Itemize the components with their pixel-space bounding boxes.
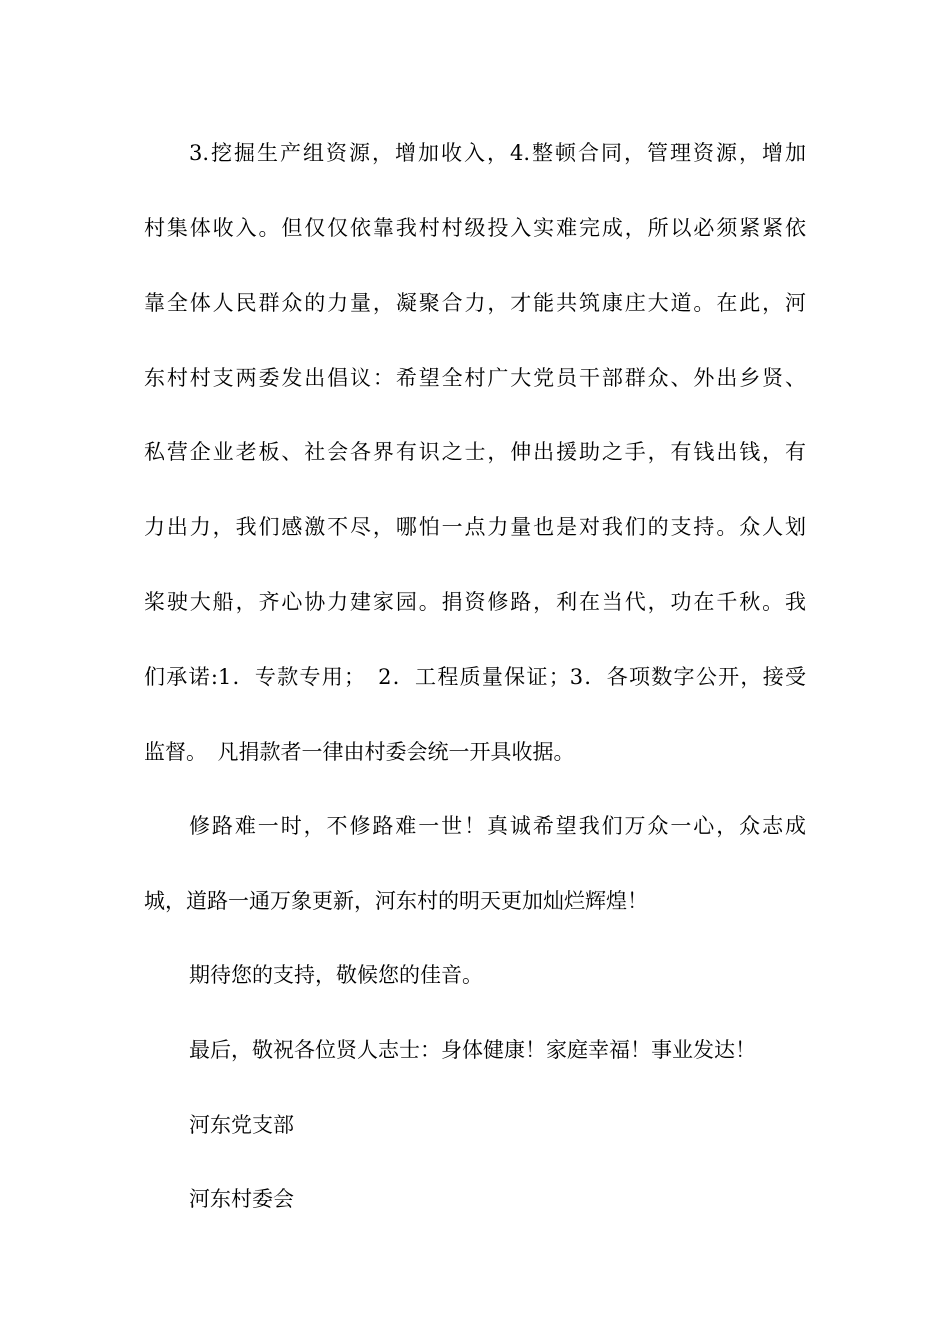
paragraph-line: 修路难一时，不修路难一世！真诚希望我们万众一心，众志成 <box>189 814 806 838</box>
paragraph-line: 城，道路一通万象更新，河东村的明天更加灿烂辉煌！ <box>144 889 648 913</box>
signature-party-branch: 河东党支部 <box>189 1113 294 1137</box>
paragraph-line: 私营企业老板、社会各界有识之士，伸出援助之手，有钱出钱，有 <box>144 440 806 464</box>
paragraph-line: 村集体收入。但仅仅依靠我村村级投入实难完成，所以必须紧紧依 <box>144 216 806 240</box>
paragraph-line: 桨驶大船，齐心协力建家园。捐资修路，利在当代，功在千秋。我 <box>144 590 806 614</box>
paragraph-line: 监督。 凡捐款者一律由村委会统一开具收据。 <box>144 740 575 764</box>
paragraph-line: 力出力，我们感激不尽，哪怕一点力量也是对我们的支持。众人划 <box>144 515 806 539</box>
paragraph-line: 最后，敬祝各位贤人志士：身体健康！家庭幸福！事业发达！ <box>189 1038 756 1062</box>
paragraph-line: 3.挖掘生产组资源，增加收入，4.整顿合同，管理资源，增加 <box>189 141 806 165</box>
paragraph-line: 们承诺:1．专款专用； 2．工程质量保证；3．各项数字公开，接受 <box>144 665 806 689</box>
paragraph-line: 期待您的支持，敬候您的佳音。 <box>189 963 483 987</box>
paragraph-line: 东村村支两委发出倡议：希望全村广大党员干部群众、外出乡贤、 <box>144 366 806 390</box>
signature-village-committee: 河东村委会 <box>189 1187 294 1211</box>
paragraph-line: 靠全体人民群众的力量，凝聚合力，才能共筑康庄大道。在此，河 <box>144 291 806 315</box>
